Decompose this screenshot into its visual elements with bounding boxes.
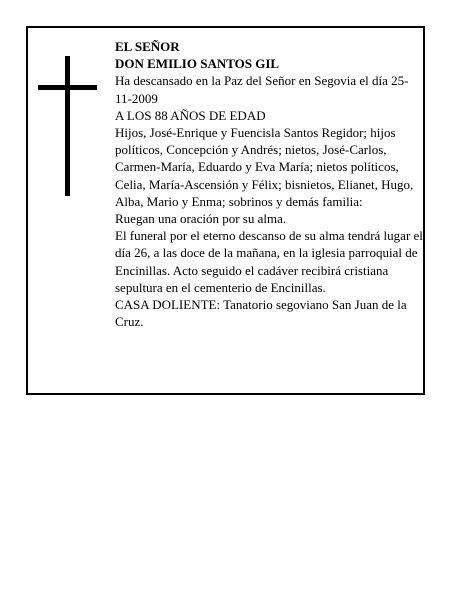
obituary-deceased-name: DON EMILIO SANTOS GIL [115, 56, 280, 72]
obituary-mourning-house: CASA DOLIENTE: Tanatorio segoviano San Juan de la Cruz. [115, 297, 407, 330]
cross-icon [65, 56, 70, 196]
obituary-family-paragraph: Hijos, José-Enrique y Fuencisla Santos Regidor; hijos políticos, Concepción y Andrés; nietos, José-Carlos, Carmen-María, Eduardo y Eva María; nietos políticos, Celia, María-Ascensión y Félix; bisnietos, Elianet, Hugo, Alba, Mario y Enma; sobrinos y demás familia: [115, 125, 414, 209]
obituary-age-line: A LOS 88 AÑOS DE EDAD [115, 107, 266, 123]
obituary-text [115, 38, 425, 330]
obituary-prayer-line: Ruegan una oración por su alma. [115, 211, 287, 227]
obituary-rest-line: Ha descansado en la Paz del Señor en Segovia el día 25-11-2009 [115, 73, 409, 106]
obituary-title-line1: EL SEÑOR [115, 39, 180, 54]
obituary-funeral-paragraph: El funeral por el eterno descanso de su alma tendrá lugar el día 26, a las doce de la mañana, en la iglesia parroquial de Encinillas. Acto seguido el cadáver recibirá cristiana sepultura en el cementerio de Encinillas. [115, 228, 423, 295]
cross-icon-bar [38, 85, 97, 90]
